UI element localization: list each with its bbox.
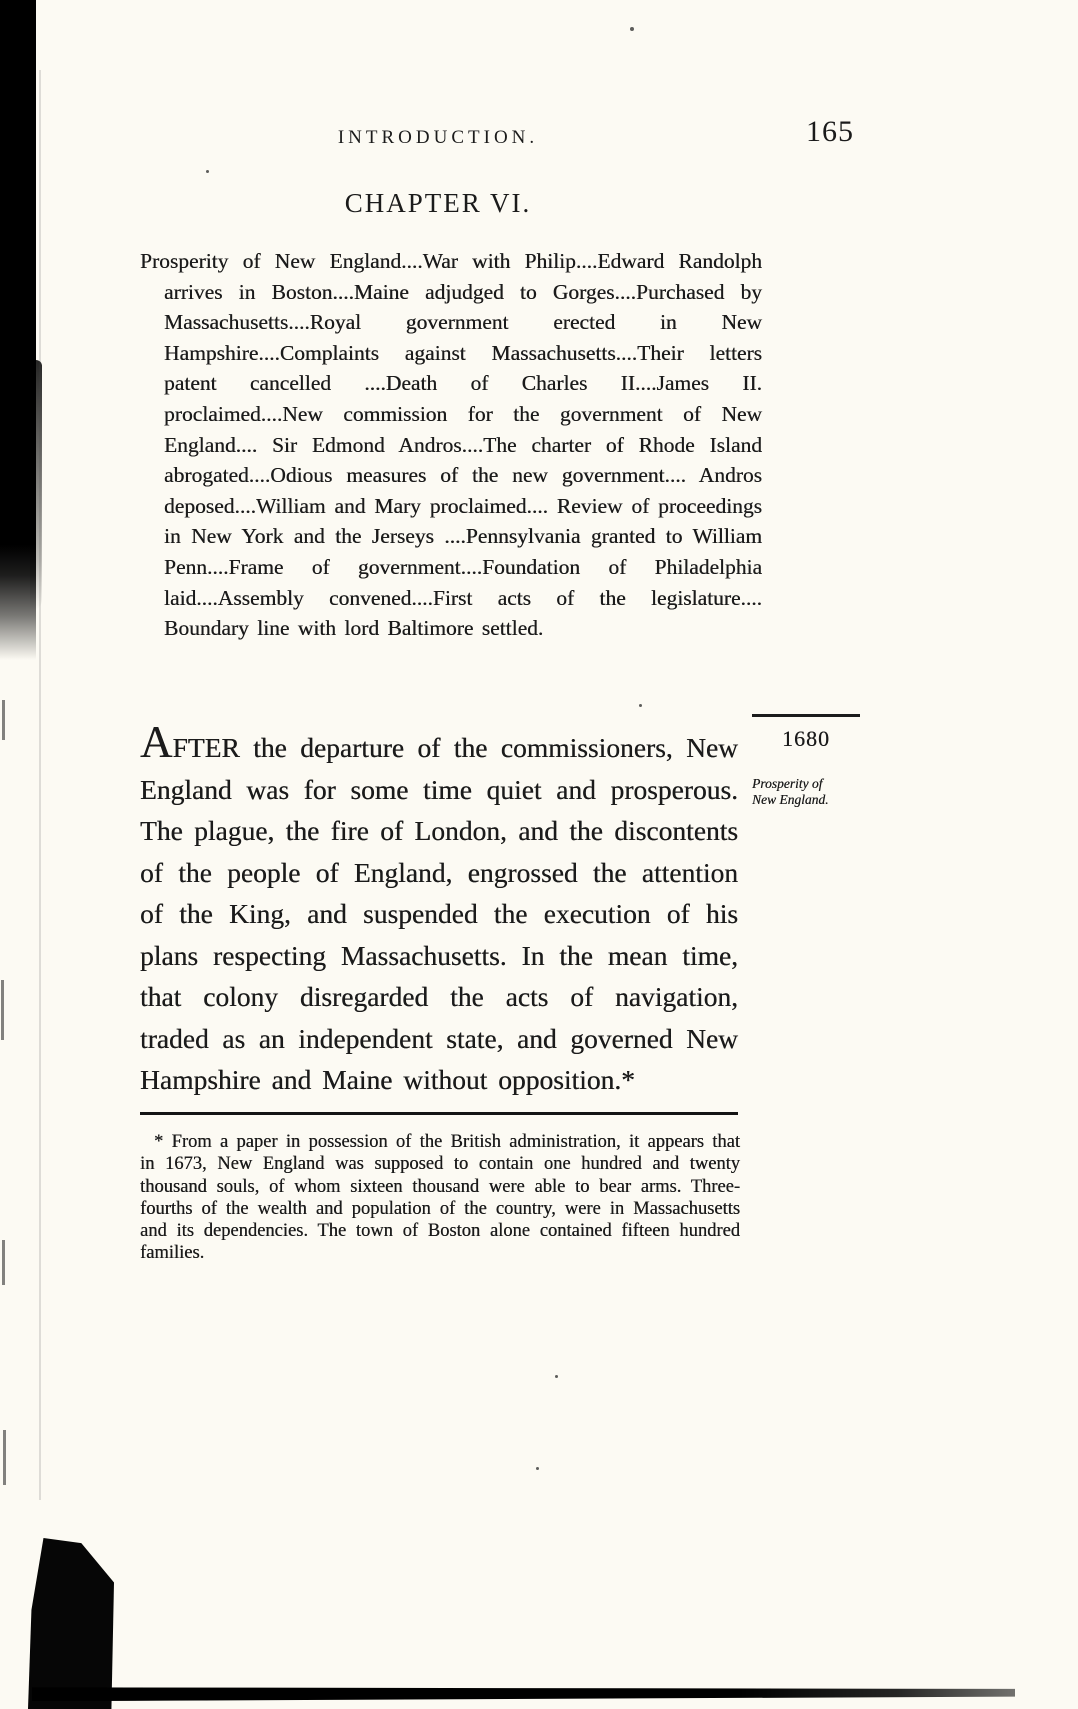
scan-artifact-dash <box>3 1430 6 1485</box>
chapter-summary: Prosperity of New England....War with Philip....Edward Randolph arrives in Boston....Maine adjudged to Gorges....Purchased by Massachusetts....Royal government erected in New Hampshire....Complaints against Massachusetts....Their letters patent cancelled ....Death of Charles II....James II. proclaimed....New commission for the government of New England.... Sir Edmond Andros....The charter of Rhode Island abrogated....Odious measures of the new government.... Andros deposed....William and Mary proclaimed.... Review of proceedings in New York and the Jerseys ....Pennsylvania granted to William Penn....Frame of government....Foundation of Philadelphia laid....Assembly convened....First acts of the legislature.... Boundary line with lord Baltimore settled. <box>140 249 762 641</box>
scan-speckle <box>639 704 642 707</box>
running-title: INTRODUCTION. <box>337 127 539 148</box>
scan-speckle <box>206 170 209 173</box>
scan-artifact-dash <box>1 980 4 1040</box>
scan-speckle <box>555 1375 558 1378</box>
scan-artifact-edge-line <box>39 70 41 1500</box>
chapter-heading: CHAPTER VI. <box>344 188 532 218</box>
lead-initial: A <box>140 717 173 767</box>
scan-speckle <box>536 1467 539 1470</box>
scan-artifact-dash <box>2 700 5 740</box>
scan-artifact-dash <box>2 1240 5 1285</box>
margin-notes <box>752 714 860 808</box>
body-paragraph <box>140 717 738 1101</box>
margin-rule <box>752 714 860 717</box>
scan-speckle <box>630 27 634 31</box>
scan-artifact-bottom-blob <box>28 1538 114 1709</box>
margin-year: 1680 <box>782 726 830 751</box>
page-number: 165 <box>806 115 854 148</box>
margin-note: Prosperity of New England. <box>752 776 829 807</box>
footnote: * From a paper in possession of the British administration, it appears that in 1673, New England was supposed to contain one hundred and twenty thousand souls, of whom sixteen thousand were able to bear arms. Three-fourths of the wealth and population of the country, were in Massachusetts and its dependencies. The town of Boston alone contained fifteen hundred families. <box>140 1132 740 1264</box>
lead-word-rest: FTER <box>172 732 240 763</box>
footnote-rule <box>140 1112 738 1115</box>
body-paragraph-text: the departure of the commissioners, New England was for some time quiet and prosperous. The plague, the fire of London, and the discontents of the people of England, engrossed the attention of the King, and suspended the execution of his plans respecting Massachusetts. In the mean time, that colony disregarded the acts of navigation, traded as an independent state, and governed New Hampshire and Maine without opposition.* <box>140 732 738 1095</box>
scan-artifact-bottom-strip <box>32 1685 1015 1702</box>
